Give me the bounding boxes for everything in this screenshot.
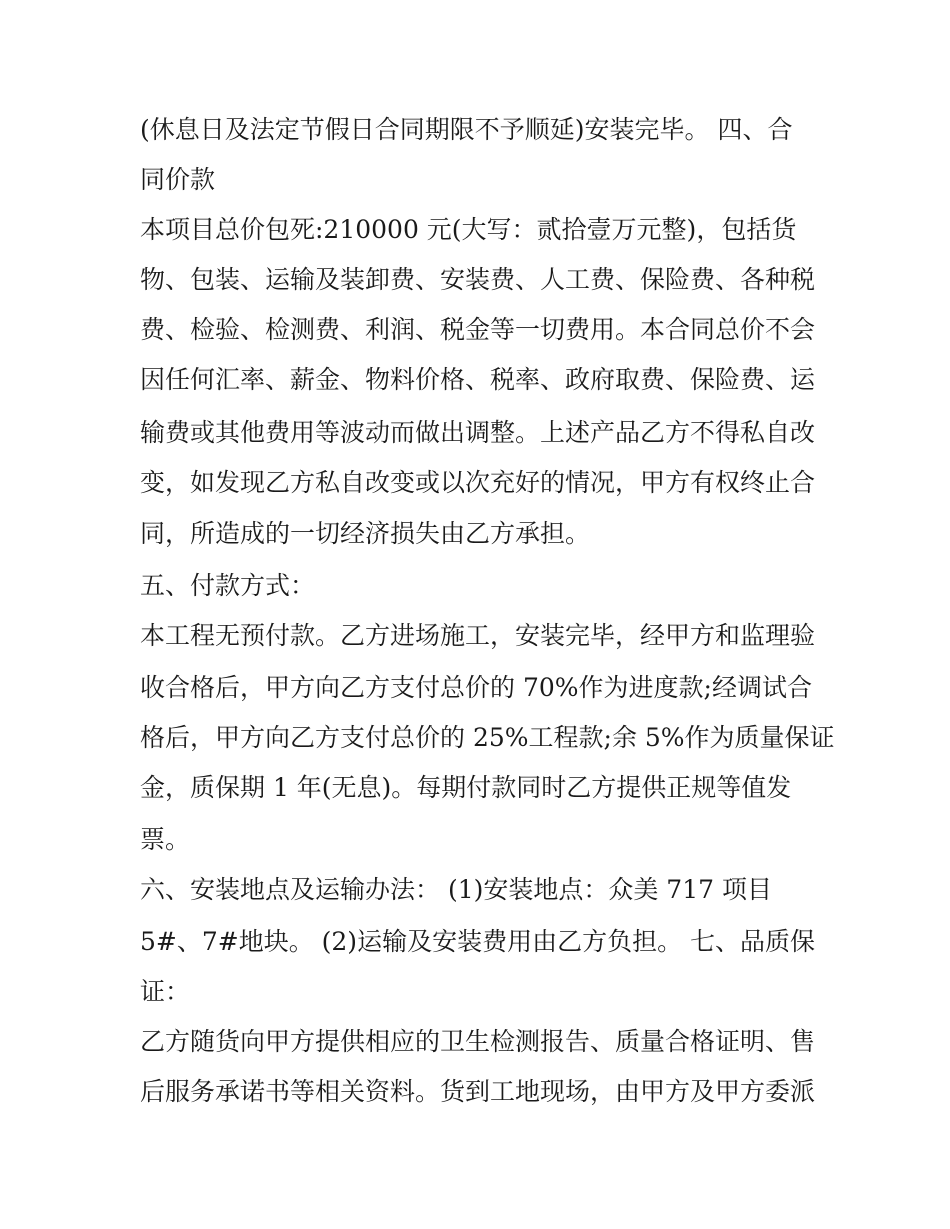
text-line: 本工程无预付款。乙方进场施工，安装完毕，经甲方和监理验	[140, 621, 816, 650]
text-line: 变，如发现乙方私自改变或以次充好的情况，甲方有权终止合	[140, 468, 816, 497]
text-line: 金，质保期 1 年(无息)。每期付款同时乙方提供正规等值发	[140, 773, 792, 802]
text-line: 同，所造成的一切经济损失由乙方承担。	[140, 519, 591, 548]
section-heading: 五、付款方式：	[140, 571, 316, 600]
text-line: 费、检验、检测费、利润、税金等一切费用。本合同总价不会	[140, 315, 816, 344]
text-line: 输费或其他费用等波动而做出调整。上述产品乙方不得私自改	[140, 418, 816, 447]
text-line: 票。	[140, 825, 191, 854]
text-line: (休息日及法定节假日合同期限不予顺延)安装完毕。 四、合	[140, 115, 793, 144]
text-line: 后服务承诺书等相关资料。货到工地现场，由甲方及甲方委派	[140, 1077, 816, 1106]
text-line: 同价款	[140, 165, 216, 194]
text-line: 格后，甲方向乙方支付总价的 25%工程款;余 5%作为质量保证	[140, 723, 835, 752]
text-line: 物、包装、运输及装卸费、安装费、人工费、保险费、各种税	[140, 265, 816, 294]
text-line: 本项目总价包死:210000 元(大写：贰拾壹万元整)，包括货	[140, 215, 797, 244]
text-line: 证：	[140, 977, 191, 1006]
text-line: 收合格后，甲方向乙方支付总价的 70%作为进度款;经调试合	[140, 673, 812, 702]
text-line: 六、安装地点及运输办法： (1)安装地点：众美 717 项目	[140, 875, 772, 904]
text-line: 因任何汇率、薪金、物料价格、税率、政府取费、保险费、运	[140, 365, 816, 394]
text-line: 5#、7#地块。 (2)运输及安装费用由乙方负担。 七、品质保	[140, 927, 816, 956]
text-line: 乙方随货向甲方提供相应的卫生检测报告、质量合格证明、售	[140, 1027, 816, 1056]
